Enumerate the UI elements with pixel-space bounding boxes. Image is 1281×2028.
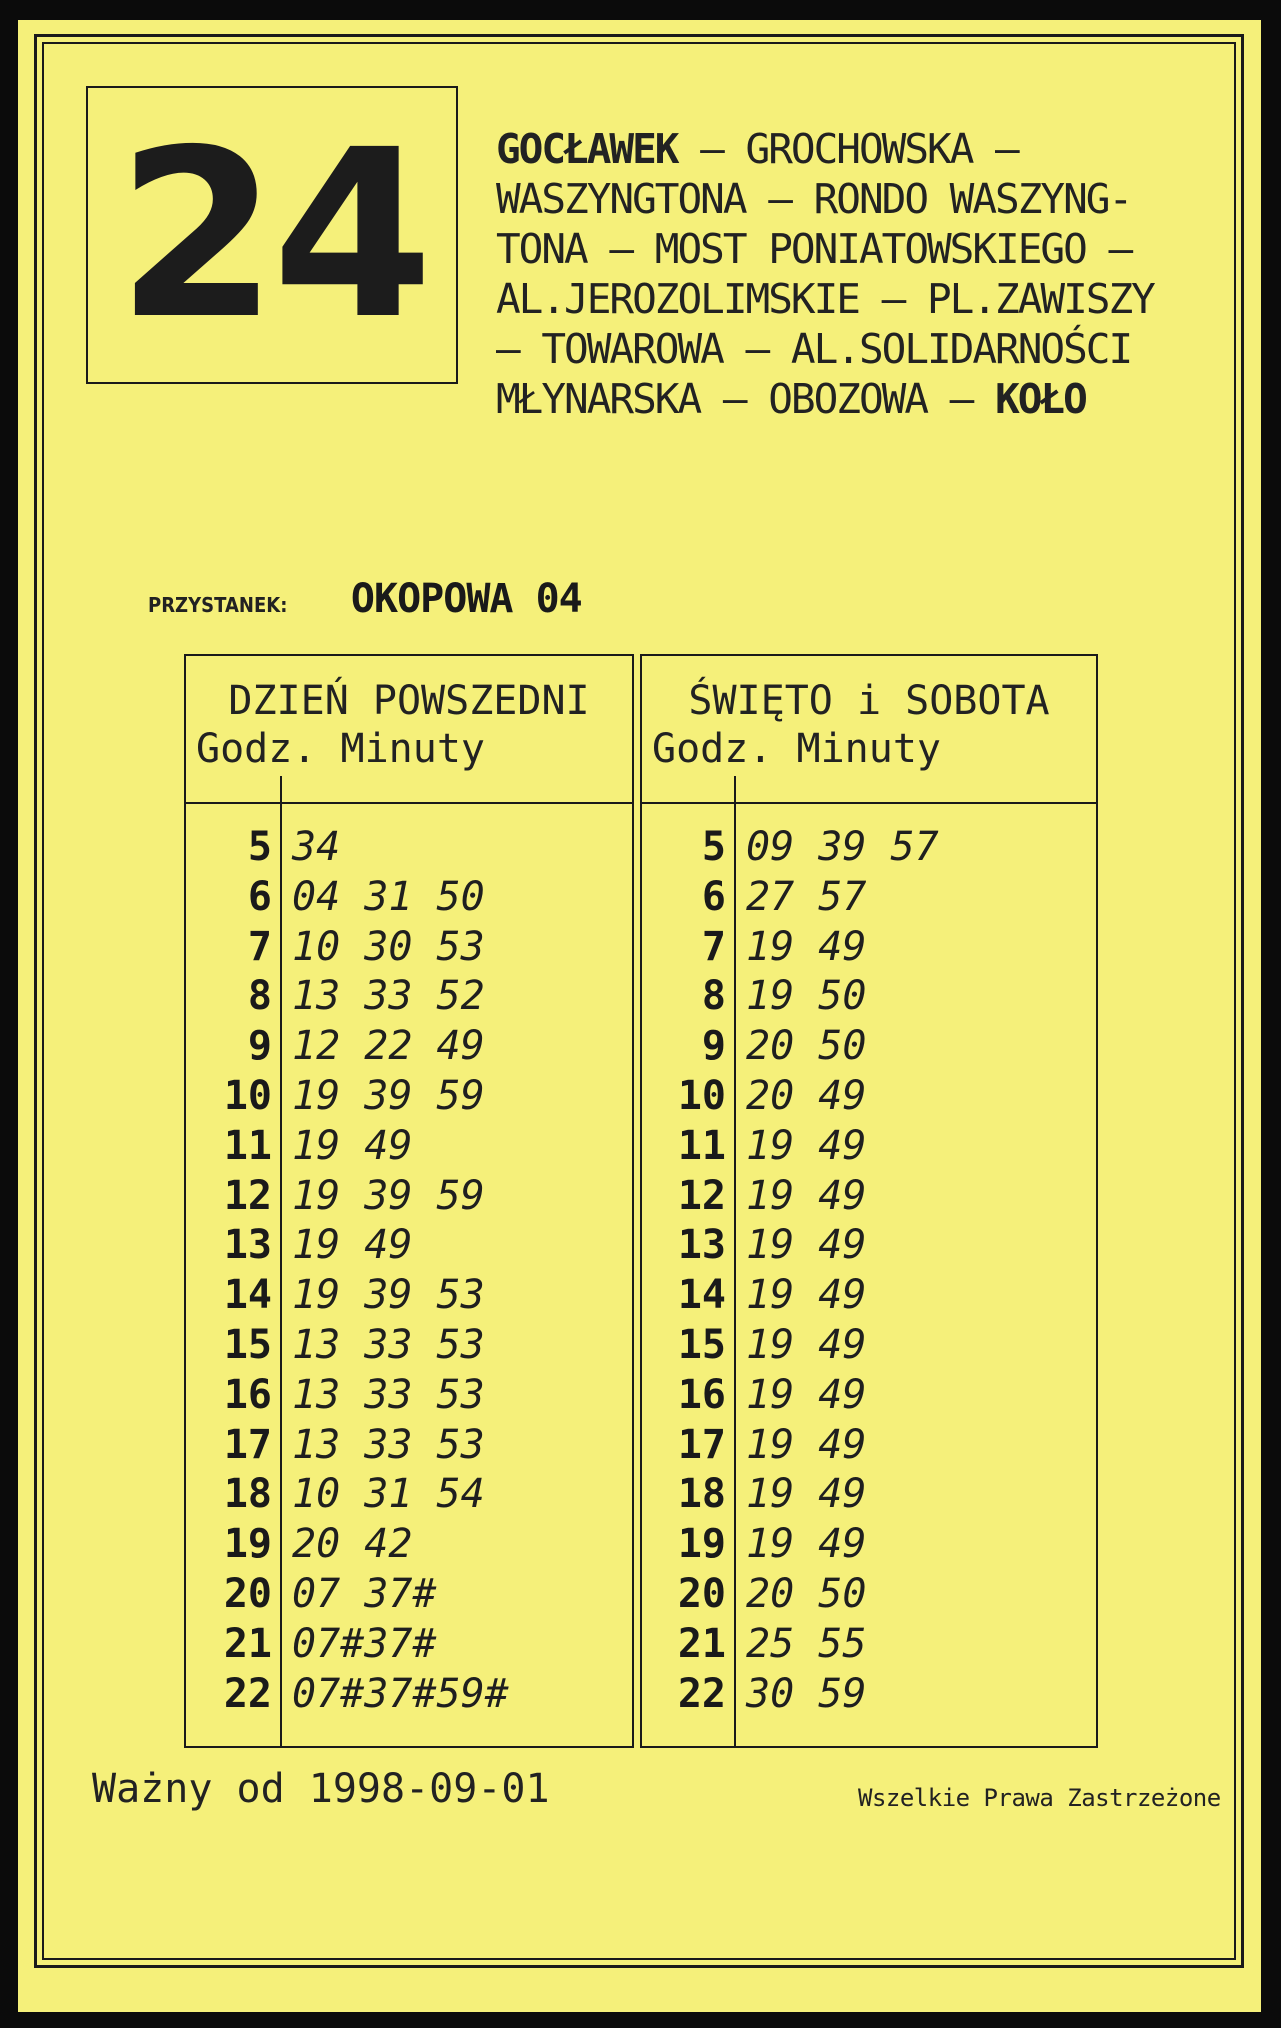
minutes-cell: 07#37#59# <box>292 1670 509 1717</box>
route-number: 24 <box>116 100 428 370</box>
hour-cell: 19 <box>223 1521 272 1568</box>
stop-row <box>148 576 582 622</box>
minutes-cell: 19 49 <box>746 1521 867 1568</box>
minutes-cell: 19 39 59 <box>292 1072 485 1119</box>
minutes-cell: 13 33 53 <box>292 1321 485 1368</box>
hour-cell: 5 <box>247 824 272 870</box>
hour-cell: 11 <box>677 1122 726 1169</box>
timetable-row <box>642 822 1096 872</box>
hour-cell: 17 <box>677 1421 726 1468</box>
stop-name: OKOPOWA 04 <box>350 576 582 622</box>
timetable-row <box>642 1021 1096 1071</box>
minutes-cell: 07#37# <box>292 1620 437 1667</box>
hour-cell: 21 <box>677 1620 726 1667</box>
timetable-row <box>186 1220 632 1270</box>
minutes-cell: 19 49 <box>746 1471 867 1518</box>
timetable-row <box>642 1569 1096 1619</box>
valid-from: Ważny od 1998-09-01 <box>92 1766 550 1812</box>
timetable-row <box>642 872 1096 922</box>
hour-cell: 19 <box>677 1521 726 1568</box>
hour-cell: 16 <box>677 1371 726 1418</box>
timetable-row <box>186 1370 632 1420</box>
hour-cell: 13 <box>677 1222 726 1269</box>
timetable-row <box>642 1519 1096 1569</box>
timetable-row <box>642 1420 1096 1470</box>
weekday-header <box>186 656 632 804</box>
hour-cell: 7 <box>247 923 272 970</box>
route-line-2: WASZYNGTONA – RONDO WASZYNG- <box>496 175 1132 223</box>
hour-cell: 20 <box>223 1570 272 1617</box>
route-line-4: AL.JEROZOLIMSKIE – PL.ZAWISZY <box>496 275 1154 323</box>
hour-cell: 6 <box>247 873 272 920</box>
minutes-cell: 34 <box>292 824 341 870</box>
hour-cell: 12 <box>223 1172 272 1219</box>
route-number-box <box>86 86 458 384</box>
hour-cell: 18 <box>677 1471 726 1518</box>
minutes-cell: 19 39 59 <box>292 1172 485 1219</box>
minutes-cell: 19 49 <box>746 923 867 970</box>
hour-cell: 16 <box>223 1371 272 1418</box>
hour-cell: 22 <box>677 1670 726 1717</box>
minutes-cell: 19 49 <box>746 1222 867 1269</box>
hour-cell: 7 <box>701 923 726 970</box>
weekday-column <box>184 654 634 1748</box>
timetable-row <box>186 922 632 972</box>
timetable-row <box>642 1469 1096 1519</box>
hour-cell: 10 <box>677 1072 726 1119</box>
minutes-cell: 10 30 53 <box>292 923 485 970</box>
timetable-row <box>186 1021 632 1071</box>
minutes-cell: 19 49 <box>746 1371 867 1418</box>
timetable-row <box>642 971 1096 1021</box>
timetable-row <box>186 1171 632 1221</box>
timetable-row <box>186 872 632 922</box>
minutes-cell: 19 49 <box>292 1122 413 1169</box>
timetable-row <box>642 1669 1096 1719</box>
weekday-title: DZIEŃ POWSZEDNI <box>228 678 590 724</box>
minutes-cell: 13 33 53 <box>292 1421 485 1468</box>
minutes-cell: 20 49 <box>746 1072 867 1119</box>
timetable-row <box>186 822 632 872</box>
minutes-cell: 19 49 <box>746 1321 867 1368</box>
rights-notice: Wszelkie Prawa Zastrzeżone <box>858 1784 1221 1812</box>
route-line-3: TONA – MOST PONIATOWSKIEGO – <box>496 225 1132 273</box>
minutes-cell: 19 39 53 <box>292 1272 485 1319</box>
hour-cell: 17 <box>223 1421 272 1468</box>
timetable-row <box>186 1320 632 1370</box>
holiday-column <box>640 654 1098 1748</box>
timetable-row <box>642 1220 1096 1270</box>
hour-cell: 22 <box>223 1670 272 1717</box>
timetable-row <box>186 1270 632 1320</box>
timetable-row <box>642 922 1096 972</box>
minutes-cell: 27 57 <box>746 873 867 920</box>
timetable-row <box>642 1121 1096 1171</box>
timetable-row <box>186 971 632 1021</box>
hour-cell: 14 <box>223 1272 272 1319</box>
hour-cell: 15 <box>677 1321 726 1368</box>
hour-cell: 8 <box>247 973 272 1020</box>
timetable-row <box>642 1619 1096 1669</box>
minutes-cell: 13 33 53 <box>292 1371 485 1418</box>
minutes-cell: 12 22 49 <box>292 1023 485 1070</box>
hour-cell: 6 <box>701 873 726 920</box>
minutes-cell: 13 33 52 <box>292 973 485 1020</box>
minutes-cell: 07 37# <box>292 1570 437 1617</box>
timetable-row <box>186 1071 632 1121</box>
holiday-subtitle: Godz. Minuty <box>652 726 941 772</box>
timetable-row <box>642 1071 1096 1121</box>
timetable-row <box>642 1320 1096 1370</box>
hour-cell: 9 <box>247 1023 272 1070</box>
holiday-title: ŚWIĘTO i SOBOTA <box>688 678 1050 724</box>
timetable-row <box>642 1171 1096 1221</box>
minutes-cell: 04 31 50 <box>292 873 485 920</box>
hour-cell: 5 <box>701 824 726 870</box>
route-end: KOŁO <box>995 375 1086 423</box>
weekday-subtitle: Godz. Minuty <box>196 726 485 772</box>
route-line-5: – TOWAROWA – AL.SOLIDARNOŚCI <box>496 325 1132 373</box>
minutes-cell: 30 59 <box>746 1670 867 1717</box>
timetable-row <box>642 1370 1096 1420</box>
timetable-card <box>18 20 1261 2012</box>
timetable-row <box>186 1420 632 1470</box>
minutes-cell: 19 49 <box>746 1122 867 1169</box>
hour-cell: 20 <box>677 1570 726 1617</box>
route-description <box>496 124 1256 424</box>
route-line-6: MŁYNARSKA – OBOZOWA – <box>496 375 996 423</box>
hour-cell: 14 <box>677 1272 726 1319</box>
hour-cell: 10 <box>223 1072 272 1119</box>
minutes-cell: 19 49 <box>292 1222 413 1269</box>
minutes-cell: 19 49 <box>746 1421 867 1468</box>
hour-cell: 9 <box>701 1023 726 1070</box>
hour-cell: 18 <box>223 1471 272 1518</box>
minutes-cell: 25 55 <box>746 1620 867 1667</box>
holiday-header <box>642 656 1096 804</box>
stop-label: PRZYSTANEK: <box>148 593 288 617</box>
timetable-row <box>642 1270 1096 1320</box>
weekday-header-divider <box>280 776 282 804</box>
minutes-cell: 10 31 54 <box>292 1471 485 1518</box>
route-start: GOCŁAWEK <box>496 125 678 173</box>
minutes-cell: 19 49 <box>746 1172 867 1219</box>
hour-cell: 13 <box>223 1222 272 1269</box>
timetable-row <box>186 1519 632 1569</box>
timetable-row <box>186 1569 632 1619</box>
minutes-cell: 19 50 <box>746 973 867 1020</box>
hour-cell: 15 <box>223 1321 272 1368</box>
timetable-row <box>186 1469 632 1519</box>
minutes-cell: 09 39 57 <box>746 824 939 870</box>
minutes-cell: 20 42 <box>292 1521 413 1568</box>
weekday-rows <box>186 822 632 1718</box>
timetable-table <box>184 654 1098 1748</box>
hour-cell: 21 <box>223 1620 272 1667</box>
hour-cell: 8 <box>701 973 726 1020</box>
minutes-cell: 20 50 <box>746 1570 867 1617</box>
hour-cell: 11 <box>223 1122 272 1169</box>
minutes-cell: 19 49 <box>746 1272 867 1319</box>
timetable-row <box>186 1121 632 1171</box>
timetable-row <box>186 1619 632 1669</box>
route-line-1: – GROCHOWSKA – <box>677 125 1018 173</box>
holiday-rows <box>642 822 1096 1718</box>
minutes-cell: 20 50 <box>746 1023 867 1070</box>
holiday-header-divider <box>734 776 736 804</box>
hour-cell: 12 <box>677 1172 726 1219</box>
timetable-row <box>186 1669 632 1719</box>
